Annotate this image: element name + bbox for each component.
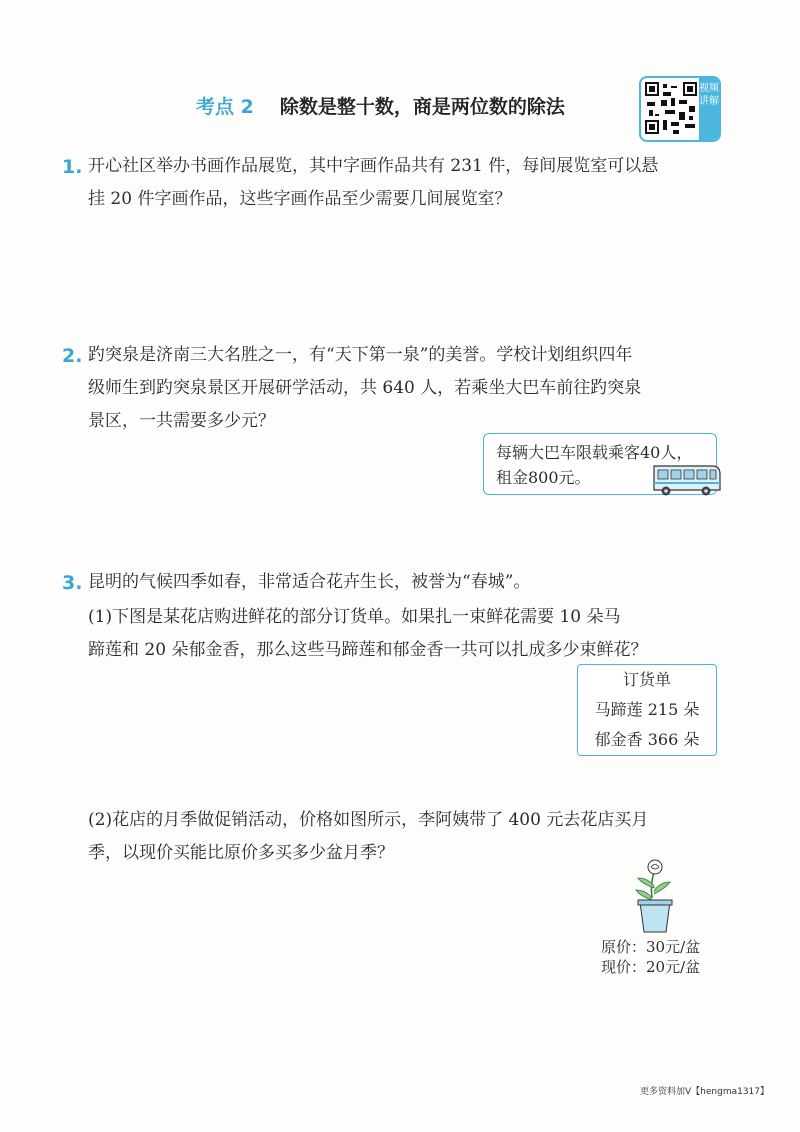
question-1 [88,150,738,216]
potted-rose-icon [630,858,680,934]
q3-part1-line2: 蹄莲和 20 朵郁金香，那么这些马蹄莲和郁金香一共可以扎成多少束鲜花？ [88,640,648,660]
order-item-calla-lily: 马蹄莲 215 朵 [594,700,700,719]
q2-line2: 级师生到趵突泉景区开展研学活动，共 640 人，若乘坐大巴车前往趵突泉 [88,378,642,398]
section-title: 除数是整十数，商是两位数的除法 [279,96,565,118]
section-tag: 考点 2 [196,96,254,118]
q1-line1: 开心社区举办书画作品展览，其中字画作品共有 231 件，每间展览室可以悬 [88,156,659,176]
order-item-tulip: 郁金香 366 朵 [594,730,700,749]
current-price: 现价：20元/盆 [601,958,701,976]
bus-icon [650,462,722,498]
q2-number: 2. [62,345,83,367]
q1-number: 1. [62,156,83,178]
footer-watermark: 更多资料加V【hengma1317】 [640,1087,770,1097]
q3-number: 3. [62,572,83,594]
q3-part2-line1: (2)花店的月季做促销活动，价格如图所示，李阿姨带了 400 元去花店买月 [88,810,649,830]
q2-line3: 景区，一共需要多少元？ [88,411,275,431]
qr-code-icon [645,82,697,134]
q3-intro: 昆明的气候四季如春，非常适合花卉生长，被誉为“春城”。 [88,572,531,592]
order-title: 订货单 [622,670,671,689]
q1-line2: 挂 20 件字画作品，这些字画作品至少需要几间展览室？ [88,189,512,209]
q3-part1-line1: (1)下图是某花店购进鲜花的部分订货单。如果扎一束鲜花需要 10 朵马 [88,607,621,627]
original-price: 原价：30元/盆 [601,938,701,956]
video-qr-code[interactable] [639,76,721,142]
q2-line1: 趵突泉是济南三大名胜之一，有“天下第一泉”的美誉。学校计划组织四年 [88,345,633,365]
bus-capacity: 每辆大巴车限载乘客40人， [496,443,693,462]
question-3 [88,566,738,667]
video-label: 视频讲解 [699,78,719,140]
q3-part2-line2: 季，以现价买能比原价多买多少盆月季？ [88,843,394,863]
section-header [196,92,565,119]
bus-rent: 租金800元。 [496,468,591,487]
order-form [577,664,717,756]
question-2 [88,339,738,438]
rose-price-tag [601,937,700,977]
